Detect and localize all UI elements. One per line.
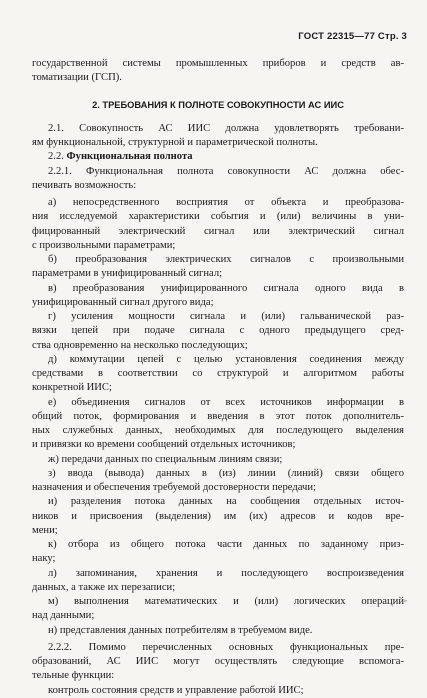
intro-line: томатизации (ГСП).: [32, 72, 122, 84]
list-item-line: з) ввода (вывода) данных в (из) линии (линий) связи общего: [48, 467, 404, 479]
list-item-line: и) разделения потока данных на сообщения отдельных источ-: [48, 496, 404, 508]
list-item-line: г) усиления мощности сигнала и (или) гальванической раз-: [48, 311, 404, 322]
paragraph-line: образований, АС ИИС могут осуществлять следующие вспомога-: [32, 656, 404, 667]
list-item-line: общий поток, формирования и введения в этот поток дополнитель-: [32, 410, 404, 422]
list-item-line: б) преобразования электрических сигналов с произвольными: [48, 254, 404, 265]
list-item-line: средствами в соответствии со структурой и алгоритмом работы: [32, 368, 404, 379]
list-item-line: с произвольными параметрами;: [32, 239, 176, 251]
subsection-heading: [32, 150, 404, 164]
paragraph-line: контроль состояния средств и управление работой ИИС;: [48, 684, 304, 696]
list-item-line: в) преобразования унифицированного сигнала одного вида в: [48, 282, 404, 294]
corner-mark: »: [404, 598, 407, 604]
paragraph-line: тельные функции:: [32, 670, 115, 682]
paragraph-line: 2.2.2. Помимо перечисленных основных функциональных пре-: [48, 641, 404, 653]
list-item-line: наку;: [32, 553, 56, 565]
list-item-line: параметрами в унифицированный сигнал;: [32, 268, 223, 280]
list-item-line: к) отбора из общего потока части данных по заданному приз-: [48, 539, 404, 550]
list-item-line: ж) передачи данных по специальным линиям связи;: [48, 453, 283, 465]
paragraph-line: печивать возможность:: [32, 179, 137, 191]
list-item-line: ства одновременно на несколько последующих;: [32, 339, 248, 351]
list-item-line: унифицированный сигнал другого вида;: [32, 296, 214, 308]
subsection-number: 2.2.: [48, 151, 64, 163]
list-item-line: е) объединения сигналов от всех источников информации в: [48, 396, 404, 408]
paragraph-line: 2.1. Совокупность АС ИИС должна удовлетворять требовани-: [48, 122, 404, 134]
section-title: 2. ТРЕБОВАНИЯ К ПОЛНОТЕ СОВОКУПНОСТИ АС ИИС: [92, 99, 344, 110]
list-item-line: ников и присвоения (выделения) им (их) адресов и кодов вре-: [32, 510, 404, 522]
paragraph-line: ям функциональной, структурной и параметрической полноты.: [32, 137, 318, 148]
list-item-line: л) запоминания, хранения и последующего воспроизведения: [48, 567, 404, 579]
list-item-line: конкретной ИИС;: [32, 382, 112, 394]
list-item-line: вязки цепей при подаче сигнала с одного предыдущего сред-: [32, 325, 404, 337]
list-item-line: а) непосредственного восприятия от объекта и преобразова-: [48, 197, 404, 208]
list-item-line: ния исследуемой характеристики события и (или) величины в уни-: [32, 211, 404, 223]
document-body: [32, 57, 404, 698]
list-item-line: ных служебных данных, необходимых для последующего выделения: [32, 425, 404, 436]
list-item-line: и привязки ко времени сообщений отдельных источников;: [32, 439, 296, 451]
list-item-line: мени;: [32, 524, 58, 536]
list-item-line: н) представления данных потребителям в требуемом виде.: [48, 624, 313, 636]
list-item-line: фицированный электрический сигнал или электрический сигнал: [32, 225, 404, 237]
list-item-line: данных, а также их перезаписи;: [32, 581, 176, 593]
function-list: [32, 196, 404, 638]
paragraph-line: 2.2.1. Функциональная полнота совокупности АС должна обес-: [48, 165, 404, 177]
page-header: ГОСТ 22315—77 Стр. 3: [298, 31, 407, 42]
list-item-line: д) коммутации цепей с целью установления соединения между: [48, 353, 404, 365]
subsection-title: Функциональная полнота: [66, 151, 193, 163]
list-item-line: над данными;: [32, 610, 95, 622]
list-item-line: назначения и обеспечения требуемой достоверности передачи;: [32, 482, 316, 493]
list-item-line: м) выполнения математических и (или) логических операций: [48, 596, 404, 607]
intro-line: государственной системы промышленных приборов и средств ав-: [32, 58, 404, 69]
